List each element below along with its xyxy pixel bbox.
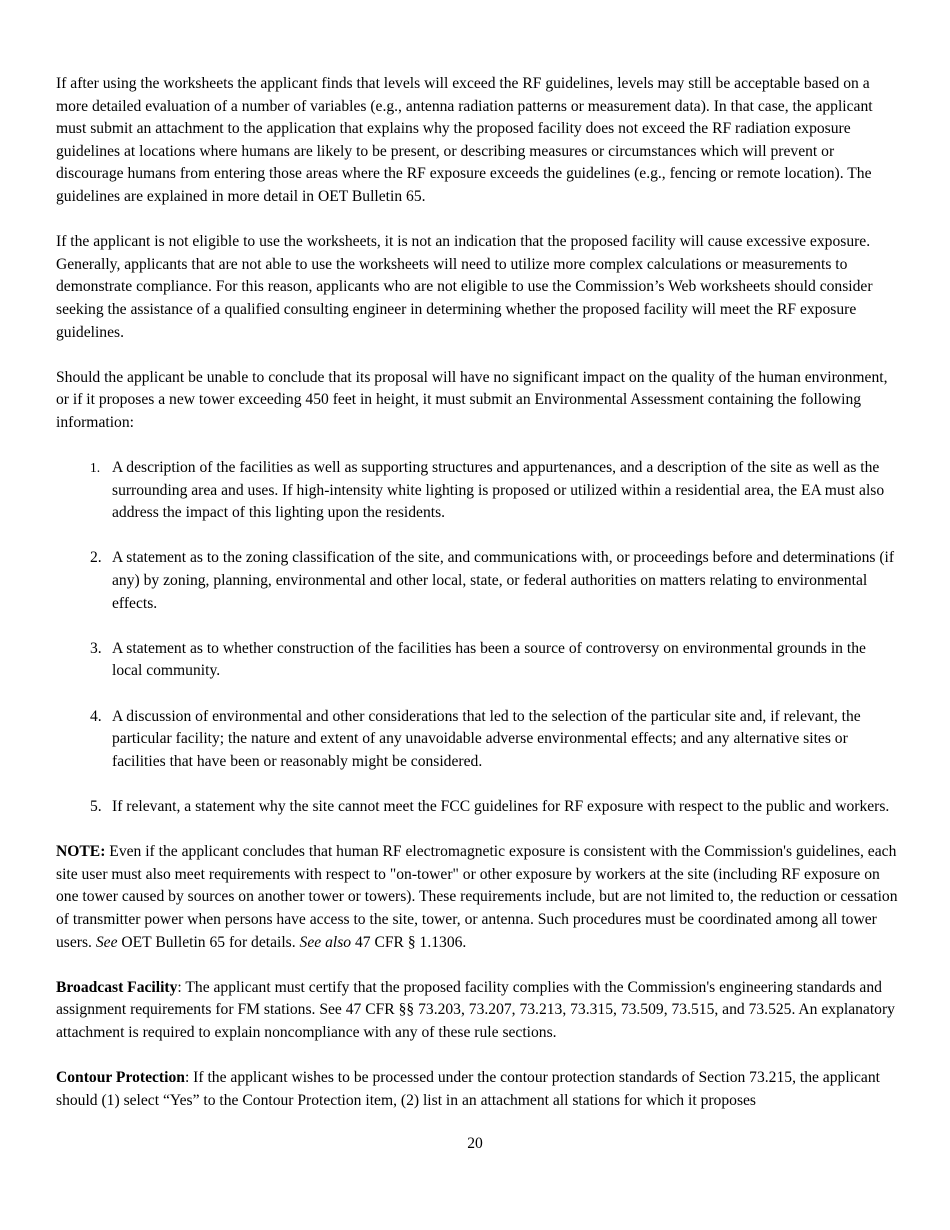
list-item-text: A discussion of environmental and other considerations that led to the selection of the particular site and, if relevant, the particular facility; the nature and extent of any unavoidable adverse environmental effects; and any alternative sites or facilities that have been or reasonably might be considered. <box>112 707 861 770</box>
document-body <box>56 73 898 1135</box>
paragraph-contour-protection <box>56 1067 898 1112</box>
list-item <box>56 638 898 683</box>
list-item-number: 1. <box>90 460 101 476</box>
paragraph-note <box>56 841 898 954</box>
paragraph-environmental-assessment: Should the applicant be unable to conclude that its proposal will have no significant impact on the quality of the human environment, or if it proposes a new tower exceeding 450 feet in height, it must submit an Environmental Assessment containing the following information: <box>56 368 888 431</box>
note-text-2: OET Bulletin 65 for details. <box>117 933 300 951</box>
note-see: See <box>95 933 118 951</box>
list-item <box>56 457 898 525</box>
list-item <box>56 547 898 615</box>
list-item-text: A description of the facilities as well as supporting structures and appurtenances, and a description of the site as well as the surrounding area and uses. If high-intensity white lighting is proposed or utilized within a residential area, the EA must also address the impact of this lighting upon the residents. <box>112 459 885 522</box>
broadcast-facility-label: Broadcast Facility <box>56 978 178 996</box>
ea-requirements-list <box>56 457 898 819</box>
broadcast-facility-text: : The applicant must certify that the proposed facility complies with the Commission's engineering standards and assignment requirements for FM stations. See 47 CFR §§ 73.203, 73.207, 73.213, 73.315, 73.509, 73.515, and 73.525. An explanatory attachment is required to explain noncompliance with any of these rule sections. <box>56 978 895 1041</box>
list-item-number: 2. <box>90 549 102 567</box>
list-item-text: A statement as to whether construction of the facilities has been a source of controversy on environmental grounds in the local community. <box>112 639 866 680</box>
note-text-1: Even if the applicant concludes that human RF electromagnetic exposure is consistent with the Commission's guidelines, each site user must also meet requirements with respect to "on-tower" or other exposure by workers at the site (including RF exposure on one tower caused by sources on another tower or towers). These requirements include, but are not limited to, the reduction or cessation of transmitter power when persons have access to the site, tower, or antenna. Such procedures must be coordinated among all tower users. <box>56 843 898 951</box>
note-label: NOTE: <box>56 843 106 861</box>
note-text-3: 47 CFR § 1.1306. <box>351 933 467 951</box>
contour-protection-text: : If the applicant wishes to be processed under the contour protection standards of Section 73.215, the applicant should (1) select “Yes” to the Contour Protection item, (2) list in an attachment all stations for which it proposes <box>56 1069 880 1109</box>
list-item-text: A statement as to the zoning classification of the site, and communications with, or proceedings before and determinations (if any) by zoning, planning, environmental and other local, state, or federal authorities on matters relating to environmental effects. <box>112 549 895 612</box>
paragraph-rf-guidelines: If after using the worksheets the applicant finds that levels will exceed the RF guidelines, levels may still be acceptable based on a more detailed evaluation of a number of variables (e.g., antenna radiation patterns or measurement data). In that case, the applicant must submit an attachment to the application that explains why the proposed facility does not exceed the RF radiation exposure guidelines at locations where humans are likely to be present, or describing measures or circumstances which will prevent or discourage humans from entering those areas where the RF exposure exceeds the guidelines (e.g., fencing or remote location). The guidelines are explained in more detail in OET Bulletin 65. <box>56 75 873 205</box>
list-item-text: If relevant, a statement why the site cannot meet the FCC guidelines for RF exposure with respect to the public and workers. <box>112 798 890 815</box>
page-number: 20 <box>467 1135 483 1152</box>
list-item <box>56 796 898 819</box>
contour-protection-label: Contour Protection <box>56 1069 185 1087</box>
list-item <box>56 706 898 774</box>
paragraph-broadcast-facility <box>56 977 898 1045</box>
list-item-number: 4. <box>90 707 102 725</box>
list-item-number: 3. <box>90 639 102 657</box>
note-see-also: See also <box>299 933 352 951</box>
list-item-number: 5. <box>90 798 102 815</box>
paragraph-worksheet-eligibility: If the applicant is not eligible to use the worksheets, it is not an indication that the proposed facility will cause excessive exposure. Generally, applicants that are not able to use the worksheets will need to utilize more complex calculations or measurements to demonstrate compliance. For this reason, applicants who are not eligible to use the Commission’s Web worksheets should consider seeking the assistance of a qualified consulting engineer in determining whether the proposed facility will meet the RF exposure guidelines. <box>56 233 873 341</box>
